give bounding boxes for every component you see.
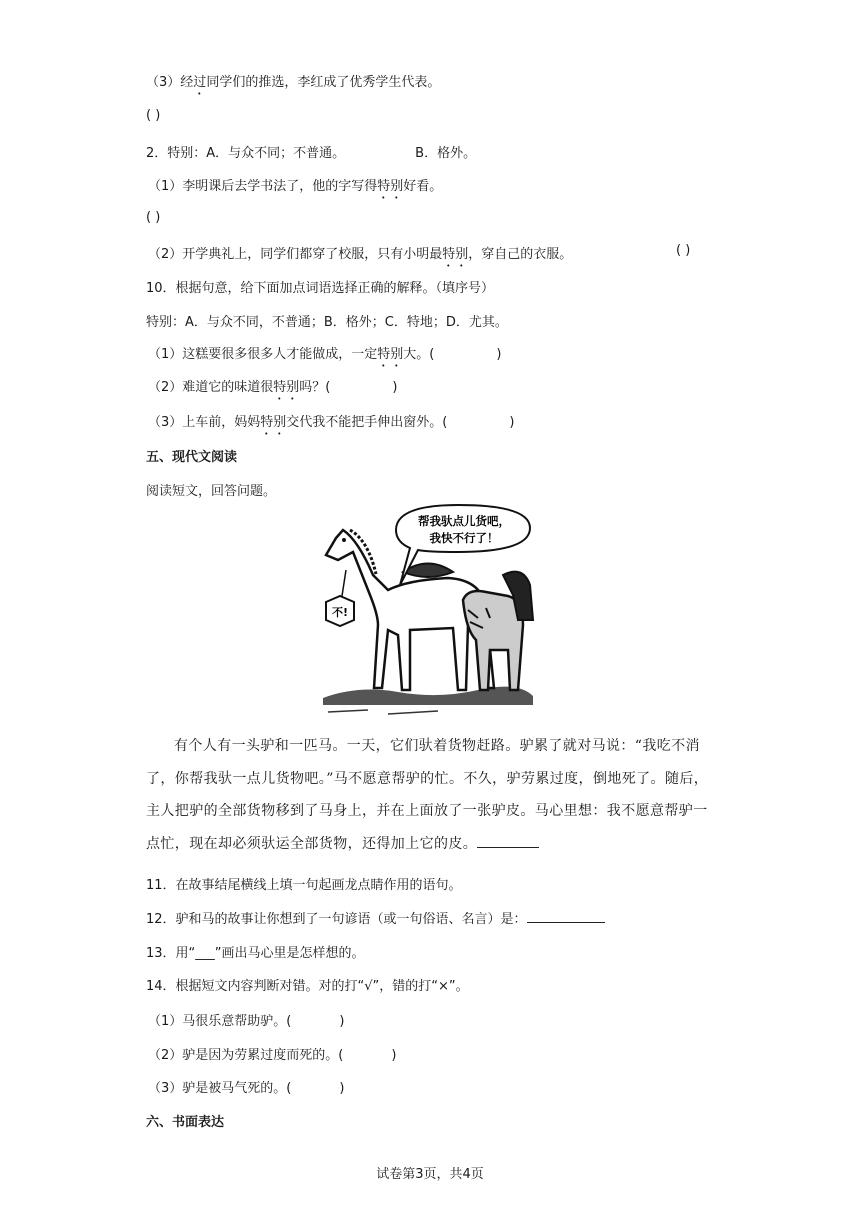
donkey-horse-illustration	[318, 500, 540, 720]
horse-eye	[342, 538, 346, 542]
question-14-1: （1）马很乐意帮助驴。( )	[148, 1014, 345, 1029]
question-2-1: （1）李明课后去学书法了，他的字写得特别好看。	[148, 179, 443, 194]
question-10-1: （1）这糕要很多很多人才能做成，一定特别大。( )	[148, 347, 502, 362]
speech-line-2: 我快不行了！	[429, 531, 499, 545]
ground-lines	[328, 710, 438, 714]
option-b: B．格外。	[415, 146, 477, 161]
question-10-3: （3）上车前，妈妈特别交代我不能把手伸出窗外。( )	[148, 415, 515, 430]
emphasized-word: 特别	[377, 179, 404, 194]
question-9-3: （3）经过同学们的推选，李红成了优秀学生代表。	[146, 75, 441, 90]
question-10-2: （2）难道它的味道很特别吗？( )	[148, 380, 398, 395]
speech-line-1: 帮我驮点儿货吧，	[418, 514, 510, 528]
section-5-intro: 阅读短文，回答问题。	[146, 484, 277, 499]
emphasized-word: 特别	[273, 380, 300, 395]
story-paragraph: 有个人有一头驴和一匹马。一天，它们驮着货物赶路。驴累了就对马说：“我吃不消了，你帮我驮一点儿货物吧。”马不愿意帮驴的忙。不久，驴劳累过度，倒地死了。随后，主人把驴的全部货物移到了马身上，并在上面放了一张驴皮。马心里想：我不愿意帮驴一点忙，现在却必须驮运全部货物，还得加上它的皮。	[146, 738, 709, 852]
answer-paren: ( )	[676, 243, 691, 258]
question-10-title: 10．根据句意，给下面加点词语选择正确的解释。（填序号）	[146, 281, 495, 296]
horse-sign-text: 不!	[331, 606, 349, 619]
section-5-title: 五、现代文阅读	[146, 450, 238, 465]
answer-paren: ( )	[146, 108, 161, 123]
ground-shape	[323, 687, 533, 705]
question-2: 2．特别：A．与众不同；不普通。 B．格外。	[146, 146, 477, 161]
section-6-title: 六、书面表达	[146, 1115, 225, 1130]
page-footer: 试卷第3页，共4页	[376, 1167, 484, 1182]
emphasized-word: 特别	[377, 347, 404, 362]
question-12-blank[interactable]	[527, 910, 605, 923]
emphasized-word: 过	[193, 75, 207, 90]
question-14-2: （2）驴是因为劳累过度而死的。( )	[148, 1048, 397, 1063]
question-14: 14．根据短文内容判断对错。对的打“√”，错的打“×”。	[146, 979, 469, 994]
horse-sign-tail	[342, 570, 346, 596]
question-13: 13．用“___”画出马心里是怎样想的。	[146, 946, 365, 961]
question-11: 11．在故事结尾横线上填一句起画龙点睛作用的语句。	[146, 878, 462, 893]
question-12: 12．驴和马的故事让你想到了一句谚语（或一句俗语、名言）是：	[146, 908, 605, 927]
answer-paren: ( )	[146, 210, 161, 225]
question-10-options: 特别：A．与众不同，不普通；B．格外；C．特地；D．尤其。	[146, 315, 508, 330]
emphasized-word: 特别	[442, 247, 469, 262]
question-2-2: （2）开学典礼上，同学们都穿了校服，只有小明最特别，穿自己的衣服。	[148, 247, 573, 262]
emphasized-word: 特别	[260, 415, 287, 430]
question-14-3: （3）驴是被马气死的。( )	[148, 1081, 345, 1096]
story-answer-blank[interactable]	[477, 835, 539, 848]
